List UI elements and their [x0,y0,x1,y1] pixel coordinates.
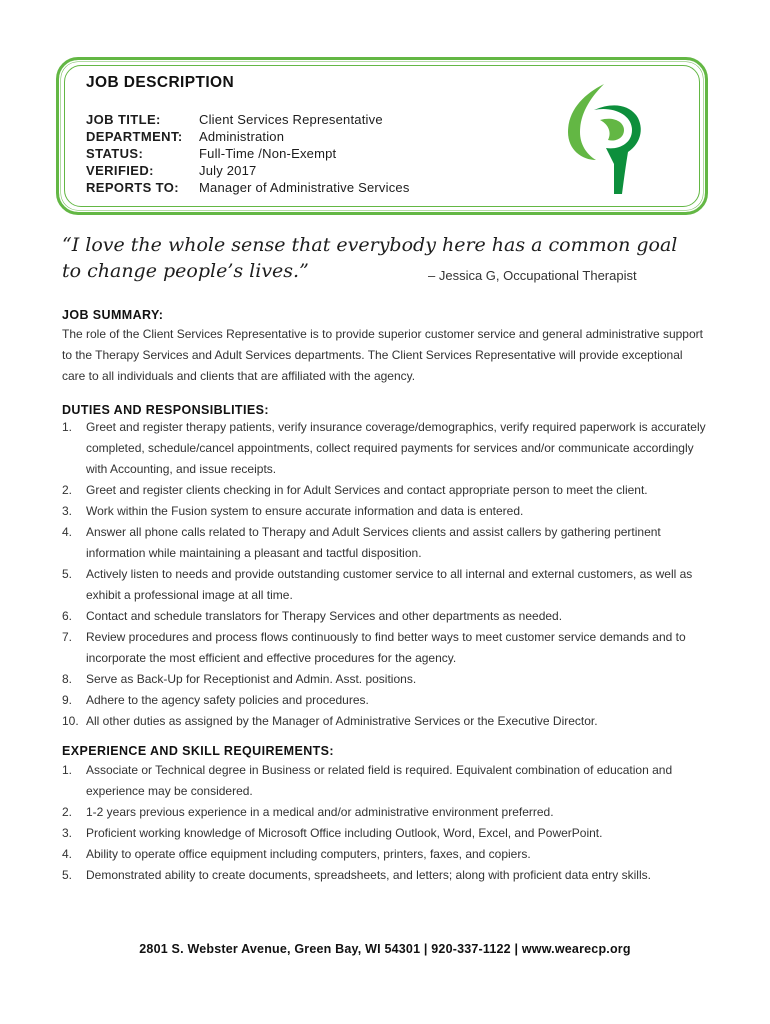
item-number: 2. [62,805,73,819]
status-value: Full-Time /Non-Exempt [199,146,337,161]
item-text: Proficient working knowledge of Microsoft Office including Outlook, Word, Excel, and PowerPoint. [86,826,603,840]
job-info-grid [86,111,410,196]
duty-item [62,627,712,669]
duty-item [62,501,712,522]
experience-list [62,760,712,886]
experience-heading: EXPERIENCE AND SKILL REQUIREMENTS: [62,744,334,758]
item-text: Adhere to the agency safety policies and procedures. [86,693,369,707]
item-text: Associate or Technical degree in Business or related field is required. Equivalent combination of education and experience may be considered. [86,763,673,798]
experience-item [62,760,712,802]
verified-value: July 2017 [199,163,257,178]
item-text: Serve as Back-Up for Receptionist and Admin. Asst. positions. [86,672,417,686]
item-number: 9. [62,693,73,707]
footer-contact: 2801 S. Webster Avenue, Green Bay, WI 54301 | 920-337-1122 | www.wearecp.org [139,942,631,956]
item-text: Ability to operate office equipment including computers, printers, faxes, and copiers. [86,847,531,861]
item-text: Demonstrated ability to create documents, spreadsheets, and letters; along with proficient data entry skills. [86,868,651,882]
item-number: 5. [62,567,73,581]
job-title-label: JOB TITLE: [86,112,161,127]
experience-item [62,865,712,886]
logo-p-shape [594,105,641,194]
duties-heading: DUTIES AND RESPONSIBLITIES: [62,403,269,417]
department-value: Administration [199,129,285,144]
job-title-value: Client Services Representative [199,112,383,127]
item-number: 5. [62,868,73,882]
reports-to-label: REPORTS TO: [86,180,180,195]
job-summary-heading: JOB SUMMARY: [62,308,164,322]
item-text: 1-2 years previous experience in a medical and/or administrative environment preferred. [86,805,554,819]
logo-c-shape [568,84,604,160]
duty-item [62,711,712,732]
duty-item [62,522,712,564]
duty-item [62,669,712,690]
reports-to-value: Manager of Administrative Services [199,180,410,195]
item-text: Greet and register therapy patients, verify insurance coverage/demographics, verify required paperwork is accurately completed, schedule/cancel appointments, collect required payments for services and/or communicate accordingly with Accounting, and issue receipts. [86,420,706,476]
duties-list [62,417,712,732]
item-text: All other duties as assigned by the Manager of Administrative Services or the Executive Director. [86,714,598,728]
item-number: 10. [62,714,79,728]
item-number: 2. [62,483,73,497]
experience-item [62,823,712,844]
item-number: 4. [62,847,73,861]
item-number: 6. [62,609,73,623]
duty-item [62,417,712,480]
testimonial-quote: “I love the whole sense that everybody here has a common goal to change people’s lives.” [62,234,678,282]
job-summary-text: The role of the Client Services Representative is to provide superior customer service and general administrative support to the Therapy Services and Adult Services departments. The Client Services Representative will provide exceptional care to all individuals and clients that are affiliated with the agency. [62,327,703,383]
quote-attribution: – Jessica G, Occupational Therapist [428,268,637,283]
department-label: DEPARTMENT: [86,129,183,144]
item-number: 1. [62,763,73,777]
item-number: 3. [62,826,73,840]
item-text: Review procedures and process flows continuously to find better ways to meet customer service demands and to incorporate the most efficient and effective procedures for the agency. [86,630,686,665]
experience-item [62,844,712,865]
item-text: Contact and schedule translators for Therapy Services and other departments as needed. [86,609,563,623]
item-text: Actively listen to needs and provide outstanding customer service to all internal and external customers, as well as exhibit a professional image at all time. [86,567,693,602]
item-text: Greet and register clients checking in for Adult Services and contact appropriate person to meet the client. [86,483,648,497]
item-number: 4. [62,525,73,539]
duty-item [62,480,712,501]
duty-item [62,606,712,627]
verified-label: VERIFIED: [86,163,154,178]
duty-item [62,690,712,711]
item-number: 1. [62,420,73,434]
item-number: 8. [62,672,73,686]
item-number: 7. [62,630,73,644]
item-text: Work within the Fusion system to ensure accurate information and data is entered. [86,504,524,518]
duty-item [62,564,712,606]
logo-p-inner [600,119,624,141]
cp-logo-icon [556,80,646,200]
experience-item [62,802,712,823]
item-text: Answer all phone calls related to Therapy and Adult Services clients and assist callers by gathering pertinent information while maintaining a pleasant and tactful disposition. [86,525,661,560]
status-label: STATUS: [86,146,144,161]
item-number: 3. [62,504,73,518]
page-title: JOB DESCRIPTION [86,74,235,91]
